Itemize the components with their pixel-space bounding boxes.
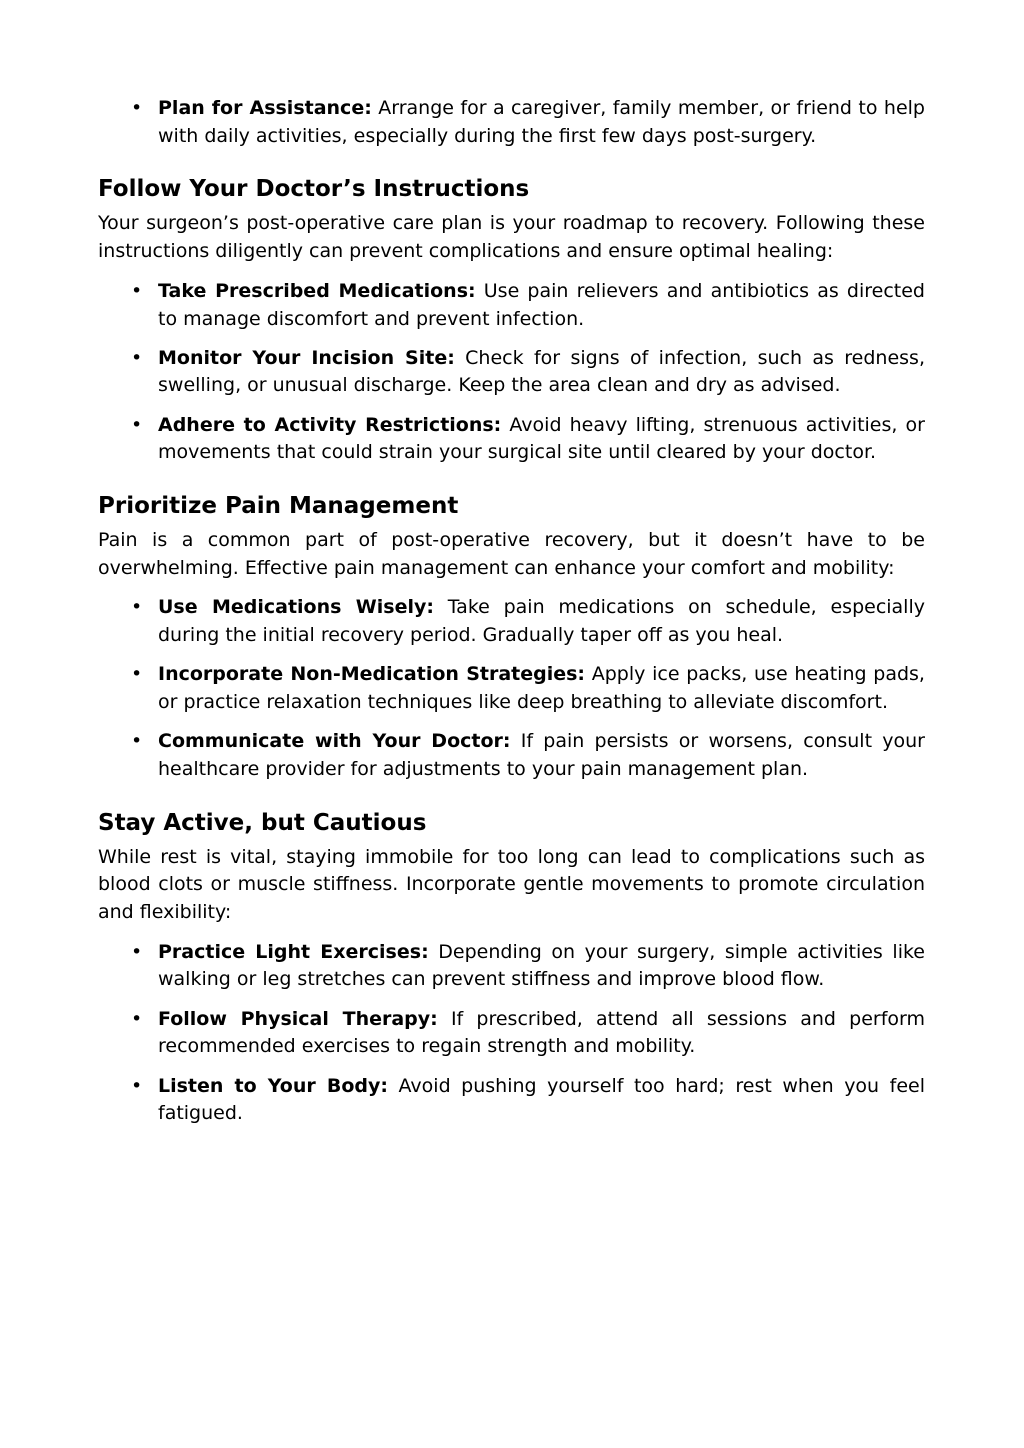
section-paragraph: While rest is vital, staying immobile for too long can lead to complications such as blood clots or muscle stiffness. Incorporate gentle movements to promote circulation and flexibility:	[98, 845, 925, 924]
list-item	[98, 1006, 925, 1061]
list-item-text: Apply ice packs, use heating pads, or practice relaxation techniques like deep breathing to alleviate discomfort.	[158, 663, 925, 714]
list-item-term: Practice Light Exercises:	[158, 940, 429, 963]
list-item	[98, 345, 925, 400]
bullet-icon: •	[131, 940, 143, 963]
section-bullet-list	[98, 594, 925, 783]
list-item-text: Take pain medications on schedule, especially during the initial recovery period. Gradually taper off as you heal.	[158, 596, 925, 647]
list-item-term: Follow Physical Therapy:	[158, 1007, 438, 1030]
list-item	[98, 728, 925, 783]
section-heading: Stay Active, but Cautious	[98, 809, 427, 836]
list-item-text: Avoid pushing yourself too hard; rest when you feel fatigued.	[158, 1074, 925, 1125]
bullet-icon: •	[131, 1007, 143, 1030]
section-follow-instructions	[98, 174, 925, 467]
list-item	[98, 95, 925, 150]
bullet-icon: •	[131, 730, 143, 753]
list-item-term: Listen to Your Body:	[158, 1074, 388, 1097]
list-item	[98, 1073, 925, 1128]
section-pain-management	[98, 491, 925, 784]
bullet-icon: •	[131, 279, 143, 302]
section-heading: Prioritize Pain Management	[98, 493, 459, 520]
section-bullet-list	[98, 939, 925, 1128]
bullet-icon: •	[131, 346, 143, 369]
section-heading: Follow Your Doctor’s Instructions	[98, 176, 530, 203]
list-item	[98, 594, 925, 649]
list-item-text: Avoid heavy lifting, strenuous activities, or movements that could strain your surgical site until cleared by your doctor.	[158, 413, 925, 464]
section-paragraph: Your surgeon’s post-operative care plan is your roadmap to recovery. Following these instructions diligently can prevent complications and ensure optimal healing:	[98, 212, 925, 263]
bullet-icon: •	[131, 413, 143, 436]
section-stay-active	[98, 808, 925, 1128]
bullet-icon: •	[131, 663, 143, 686]
list-item-text: If prescribed, attend all sessions and perform recommended exercises to regain strength and mobility.	[158, 1007, 926, 1058]
list-item-term: Adhere to Activity Restrictions:	[158, 413, 502, 436]
list-item	[98, 412, 925, 467]
bullet-icon: •	[131, 596, 143, 619]
list-item-term: Monitor Your Incision Site:	[158, 346, 455, 369]
list-item-text: If pain persists or worsens, consult your healthcare provider for adjustments to your pain management plan.	[158, 730, 925, 780]
list-item-term: Incorporate Non-Medication Strategies:	[158, 663, 586, 686]
list-item-term: Use Medications Wisely:	[158, 596, 434, 619]
list-item-term: Take Prescribed Medications:	[158, 279, 476, 302]
list-item-term: Communicate with Your Doctor:	[158, 730, 511, 753]
section-bullet-list	[98, 278, 925, 467]
list-item	[98, 278, 925, 333]
list-item-text: Use pain relievers and antibiotics as directed to manage discomfort and prevent infection.	[158, 279, 925, 330]
list-item	[98, 661, 925, 716]
list-item-text: Depending on your surgery, simple activities like walking or leg stretches can prevent stiffness and improve blood flow.	[158, 940, 925, 991]
bullet-icon: •	[131, 1074, 143, 1097]
list-item-text: Check for signs of infection, such as redness, swelling, or unusual discharge. Keep the area clean and dry as advised.	[158, 346, 925, 397]
document-page	[98, 95, 925, 1128]
list-item	[98, 939, 925, 994]
list-item-term: Plan for Assistance:	[158, 97, 372, 119]
section-paragraph: Pain is a common part of post-operative recovery, but it doesn’t have to be overwhelming. Effective pain management can enhance your comfort and mobility:	[98, 529, 925, 579]
bullet-icon: •	[131, 97, 143, 119]
intro-bullet-list	[98, 95, 925, 150]
list-item-text: Arrange for a caregiver, family member, or friend to help with daily activities, especially during the first few days post-surgery.	[158, 97, 925, 147]
